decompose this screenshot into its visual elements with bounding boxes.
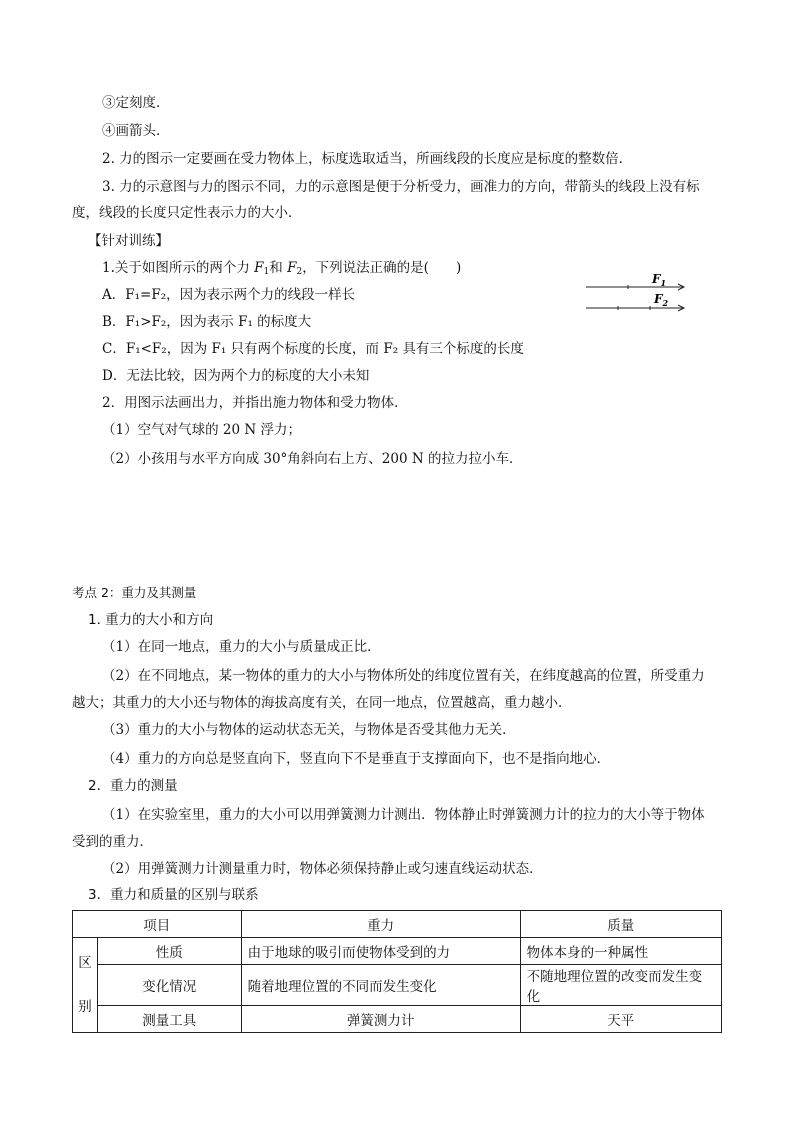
section-1-p3: （3）重力的大小与物体的运动状态无关，与物体是否受其他力无关． <box>102 722 516 738</box>
option-d: D．无法比较，因为两个力的标度的大小未知 <box>102 368 370 384</box>
table-cell: 物体本身的一种属性 <box>520 938 721 965</box>
table-cell: 弹簧测力计 <box>241 1006 520 1033</box>
table-group-label: 区 别 <box>73 938 98 1033</box>
topic-2-title: 考点 2：重力及其测量 <box>72 585 197 600</box>
question-2-stem: 2．用图示法画出力，并指出施力物体和受力物体． <box>102 395 408 411</box>
table-cell: 由于地球的吸引而使物体受到的力 <box>241 938 520 965</box>
force-f1-label: $F_1$ <box>652 272 667 288</box>
note-2: 2. 力的图示一定要画在受力物体上，标度选取适当，所画线段的长度应是标度的整数倍． <box>102 151 633 167</box>
table-header-cell: 项目 <box>73 911 242 938</box>
section-1-p1: （1）在同一地点，重力的大小与质量成正比． <box>102 639 381 655</box>
section-2-heading: 2．重力的测量 <box>88 778 178 794</box>
table-cell: 测量工具 <box>98 1006 242 1033</box>
note-3-line2: 度，线段的长度只定性表示力的大小． <box>72 205 302 221</box>
option-c: C．F₁<F₂，因为 F₁ 只有两个标度的长度，而 F₂ 具有三个标度的长度 <box>102 341 524 357</box>
section-1-p2-line2: 越大；其重力的大小还与物体的海拔高度有关，在同一地点，位置越高，重力越小． <box>72 695 572 711</box>
question-1-stem: 1.关于如图所示的两个力 $F_1$和 $F_2$，下列说法正确的是( ) <box>102 260 462 277</box>
training-heading: 【针对训练】 <box>88 233 169 249</box>
section-1-p4: （4）重力的方向总是竖直向下，竖直向下不是垂直于支撑面向下，也不是指向地心． <box>102 751 611 767</box>
table-cell: 性质 <box>98 938 242 965</box>
question-2-part-2: （2）小孩用与水平方向成 30°角斜向右上方、200 N 的拉力拉小车． <box>102 451 523 467</box>
gravity-mass-comparison-table <box>72 910 722 1033</box>
table-cell: 天平 <box>520 1006 721 1033</box>
section-2-p1-line1: （1）在实验室里，重力的大小可以用弹簧测力计测出．物体静止时弹簧测力计的拉力的大小等于物体 <box>102 807 705 823</box>
note-3-line1: 3. 力的示意图与力的图示不同，力的示意图是便于分析受力，画准力的方向，带箭头的线段上没有标 <box>102 179 700 195</box>
option-b: B．F₁>F₂，因为表示 F₁ 的标度大 <box>102 314 312 330</box>
step-4: ④画箭头． <box>102 123 170 139</box>
table-header-row <box>73 911 722 938</box>
force-diagram <box>582 270 692 316</box>
force-f2-label: $F_2$ <box>654 292 669 308</box>
option-a: A．F₁=F₂，因为表示两个力的线段一样长 <box>102 287 356 303</box>
table-row <box>73 965 722 1006</box>
section-1-p2-line1: （2）在不同地点，某一物体的重力的大小与物体所处的纬度位置有关，在纬度越高的位置，所受重力 <box>102 668 705 684</box>
section-2-p1-line2: 受到的重力． <box>72 834 153 850</box>
table-cell: 变化情况 <box>98 965 242 1006</box>
table-cell: 不随地理位置的改变而发生变化 <box>520 965 721 1006</box>
step-3: ③定刻度． <box>102 95 170 111</box>
table-row <box>73 1006 722 1033</box>
table-cell: 随着地理位置的不同而发生变化 <box>241 965 520 1006</box>
section-1-heading: 1. 重力的大小和方向 <box>88 612 214 628</box>
table-header-cell: 质量 <box>520 911 721 938</box>
section-3-heading: 3．重力和质量的区别与联系 <box>88 887 259 903</box>
question-2-part-1: （1）空气对气球的 20 N 浮力； <box>102 422 301 438</box>
section-2-p2: （2）用弹簧测力计测量重力时，物体必须保持静止或匀速直线运动状态． <box>102 861 543 877</box>
table-header-cell: 重力 <box>241 911 520 938</box>
table-row <box>73 938 722 965</box>
